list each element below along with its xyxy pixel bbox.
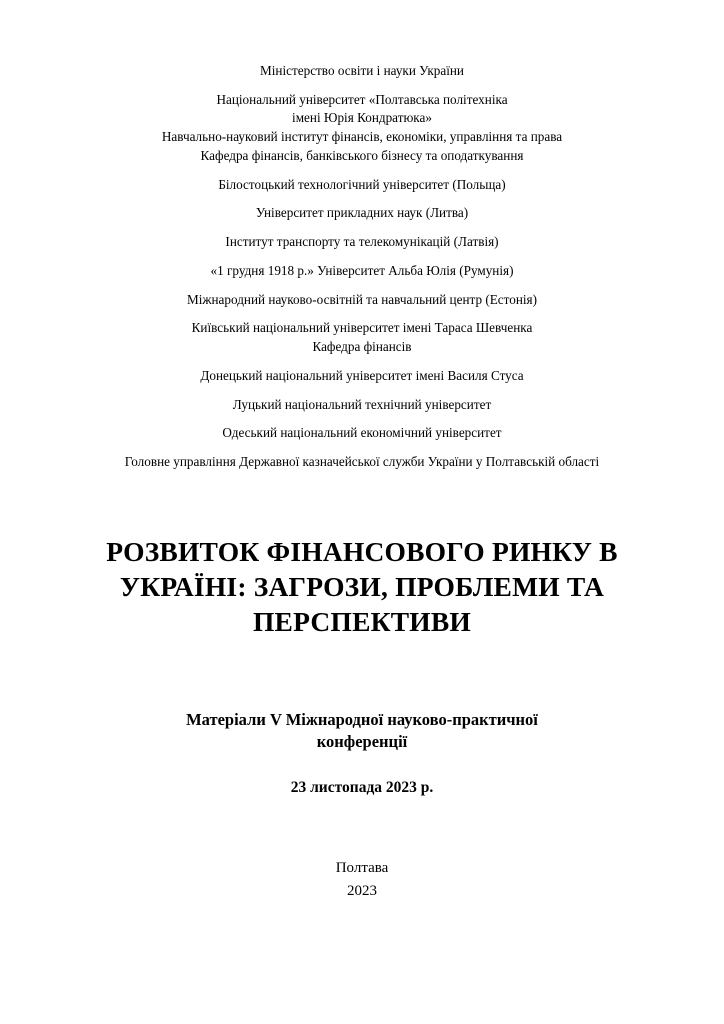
affiliation-line: Міжнародний науково-освітній та навчальний центр (Естонія) [186,291,537,307]
affiliation-line: Кафедра фінансів [312,339,412,355]
affiliation-line: Навчально-науковий інститут фінансів, економіки, управління та права [161,129,563,145]
affiliation-line: Національний університет «Полтавська політехніка [216,91,508,107]
imprint-block [336,857,389,902]
imprint-year: 2023 [347,882,377,899]
affiliation-group [62,262,662,281]
affiliation-group [62,319,662,356]
affiliation-line: Університет прикладних наук (Литва) [255,205,469,221]
page-title [74,534,650,640]
affiliation-line: Головне управління Державної казначейської служби України у Полтавській області [124,454,600,470]
conference-date: 23 листопада 2023 р. [290,779,434,797]
affiliation-line: Одеський національний економічний університет [222,425,502,441]
affiliation-line: Донецький національний університет імені Василя Стуса [200,367,524,383]
affiliation-group [62,291,662,310]
subtitle-line: конференції [316,732,408,752]
subtitle-line: Матеріали V Міжнародної науково-практичної [186,710,538,730]
affiliation-group [62,233,662,252]
affiliation-line: «1 грудня 1918 р.» Університет Альба Юлія (Румунія) [210,262,514,278]
affiliation-group [62,176,662,195]
title-line: РОЗВИТОК ФІНАНСОВОГО РИНКУ В [106,535,618,567]
affiliation-line: Київський національний університет імені Тараса Шевченка [191,320,533,336]
affiliation-group [62,453,662,472]
affiliation-line: Кафедра фінансів, банківського бізнесу та оподаткування [200,147,524,163]
affiliation-line: Білостоцький технологічний університет (Польща) [218,176,506,192]
affiliation-group [62,424,662,443]
affiliation-line: Луцький національний технічний університет [232,396,492,412]
affiliation-group [62,204,662,223]
imprint-city: Полтава [335,860,389,876]
affiliation-line: імені Юрія Кондратюка» [292,110,432,126]
affiliations-block [62,62,662,472]
title-line: УКРАЇНІ: ЗАГРОЗИ, ПРОБЛЕМИ ТА [119,570,605,602]
title-line: ПЕРСПЕКТИВИ [252,606,472,638]
affiliation-group [62,367,662,386]
affiliation-group [62,91,662,166]
affiliation-line: Міністерство освіти і науки України [260,63,464,78]
affiliation-group [62,62,662,81]
subtitle-block [122,709,602,797]
affiliation-line: Інститут транспорту та телекомунікацій (Латвія) [225,234,499,250]
affiliation-group [62,396,662,415]
